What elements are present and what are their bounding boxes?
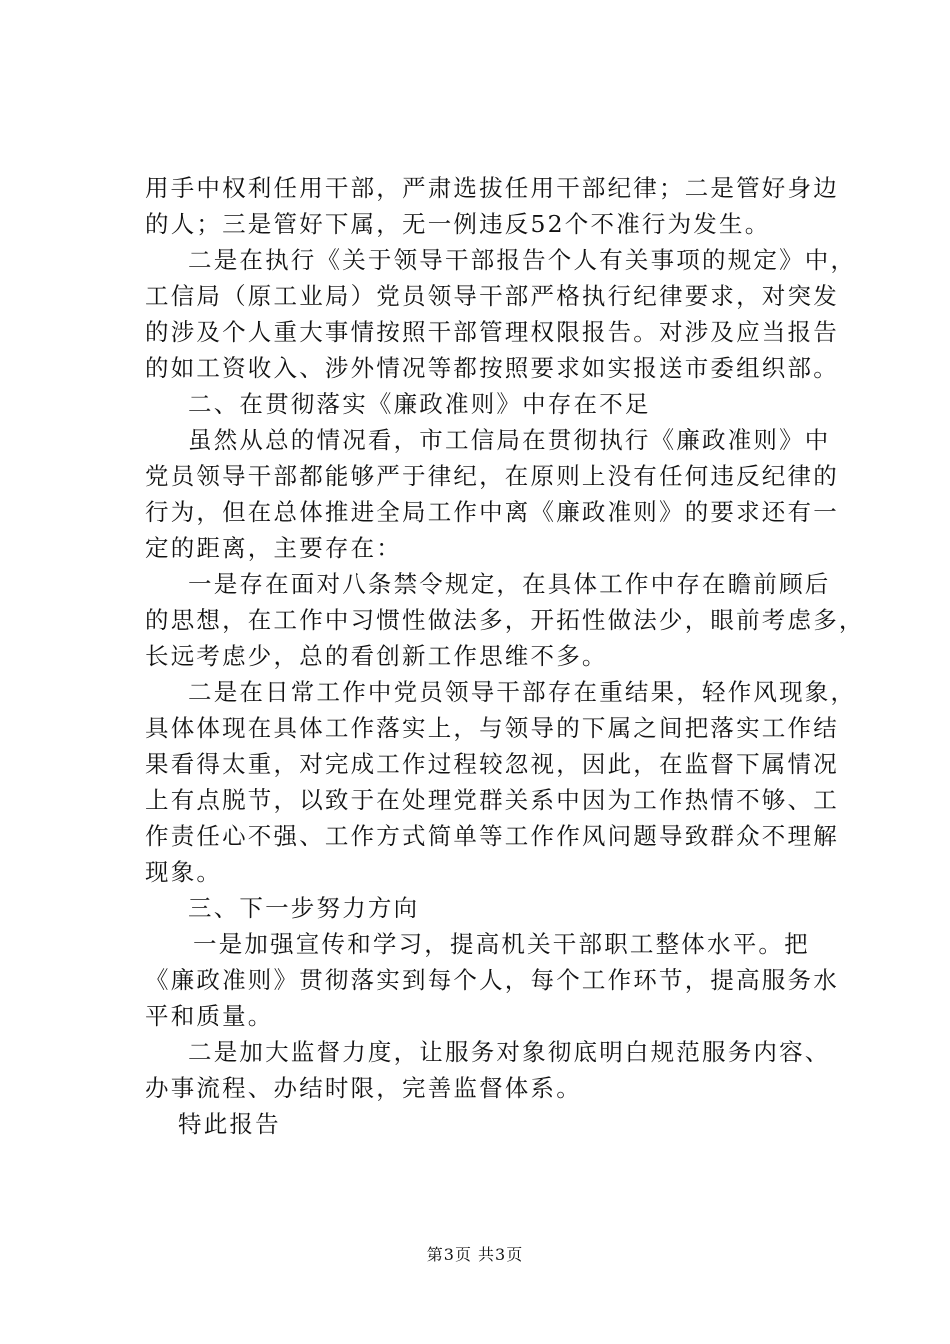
text-line: 一是存在面对八条禁令规定，在具体工作中存在瞻前顾后 [188,570,831,598]
text-line: 二是在执行《关于领导干部报告个人有关事项的规定》中， [188,246,857,274]
text-line: 三、下一步努力方向 [188,894,420,922]
text-line: 一是加强宣传和学习，提高机关干部职工整体水平。把 [193,930,810,958]
text-line: 二、在贯彻落实《廉政准则》中存在不足 [188,390,651,418]
page-number-footer: 第3页 共3页 [426,1245,524,1264]
text-line: 平和质量。 [145,1002,274,1030]
text-line: 的如工资收入、涉外情况等都按照要求如实报送市委组织部。 [145,354,839,382]
text-line: 工信局（原工业局）党员领导干部严格执行纪律要求，对突发 [145,282,839,310]
text-line: 的涉及个人重大事情按照干部管理权限报告。对涉及应当报告 [145,318,839,346]
text-line: 办事流程、办结时限，完善监督体系。 [145,1074,582,1102]
text-line: 作责任心不强、工作方式简单等工作作风问题导致群众不理解 [145,822,839,850]
text-line: 党员领导干部都能够严于律纪，在原则上没有任何违反纪律的 [145,462,839,490]
document-body [145,170,865,1142]
text-line: 用手中权利任用干部，严肃选拔任用干部纪律；二是管好身边 [145,174,839,202]
text-line: 虽然从总的情况看，市工信局在贯彻执行《廉政准则》中 [188,426,831,454]
text-line: 果看得太重，对完成工作过程较忽视，因此，在监督下属情况 [145,750,839,778]
text-line: 现象。 [145,858,223,886]
text-line: 特此报告 [178,1110,281,1138]
text-line: 定的距离，主要存在： [145,534,402,562]
text-line: 的思想，在工作中习惯性做法多，开拓性做法少，眼前考虑多， [145,606,865,634]
text-line: 二是加大监督力度，让服务对象彻底明白规范服务内容、 [188,1038,831,1066]
text-line: 二是在日常工作中党员领导干部存在重结果，轻作风现象， [188,678,857,706]
text-line: 行为，但在总体推进全局工作中离《廉政准则》的要求还有一 [145,498,839,526]
text-line: 上有点脱节，以致于在处理党群关系中因为工作热情不够、工 [145,786,839,814]
text-line: 长远考虑少，总的看创新工作思维不多。 [145,642,608,670]
text-line: 的人；三是管好下属，无一例违反52个不准行为发生。 [145,210,771,238]
text-line: 具体体现在具体工作落实上，与领导的下属之间把落实工作结 [145,714,839,742]
text-line: 《廉政准则》贯彻落实到每个人，每个工作环节，提高服务水 [145,966,839,994]
